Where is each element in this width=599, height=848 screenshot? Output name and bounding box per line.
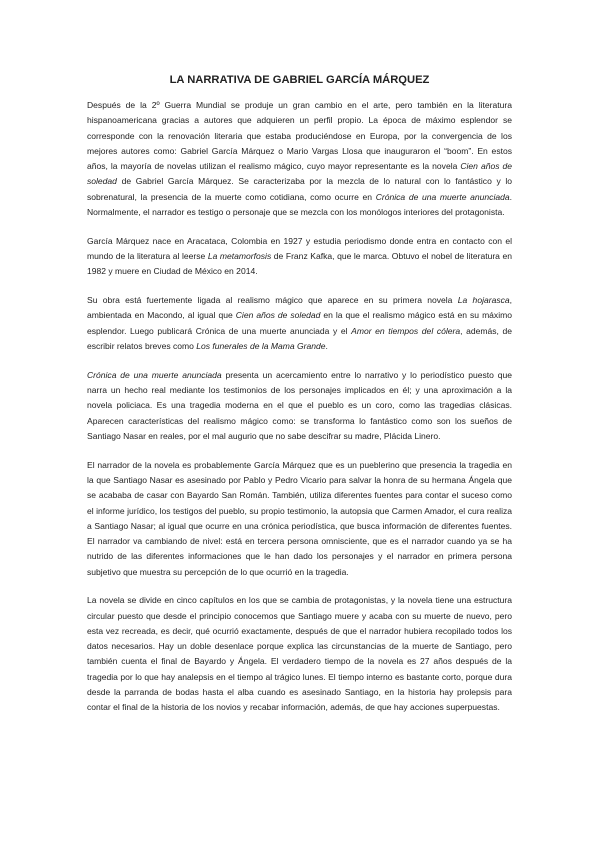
p3-text-i: . <box>325 340 328 351</box>
paragraph-cronica <box>87 368 512 444</box>
p3-title-hojarasca: La hojarasca <box>457 295 510 306</box>
p2-text-a: García Márquez nace en Aracataca, Colombia en 1927 y estudia periodismo donde entra en contacto con el mundo de la literatura al leerse <box>87 235 512 261</box>
p3-text-a: Su obra está fuertemente ligada al realismo mágico que aparece en su primera novela <box>87 295 458 306</box>
p3-text-e: en la que el realismo mágico está en su máximo esplendor. Luego publicará Crónica de una muerte anunciada y el <box>87 310 512 336</box>
p2-title-metamorfosis: La metamorfosis <box>207 250 272 261</box>
p3-text-g: , además, de escribir relatos breves como <box>87 325 512 351</box>
p1-title-cronica: Crónica de una muerte anunciada <box>375 191 510 202</box>
p3-title-funerales: Los funerales de la Mama Grande <box>196 340 326 351</box>
p3-text-c: , ambientada en Macondo, al igual que <box>87 295 512 321</box>
paragraph-works <box>87 293 512 354</box>
p3-title-cien-anos: Cien años de soledad <box>235 310 321 321</box>
p4-text-b: presenta un acercamiento entre lo narrativo y lo periodístico puesto que narra un hecho real mediante los testimonios de los personajes implicados en él; y una aproximación a la novela policiaca. Es una tragedia moderna en el que el pueblo es un coro, como las tragedias clásicas. Aparecen características del realismo mágico como: se transforma lo fantástico como son los sueños de Santiago Nasar en reales, por el mal augurio que no sabe descifrar su madre, Plácida Linero. <box>87 369 512 441</box>
p1-text-c: de Gabriel García Márquez. Se caracterizaba por la mezcla de lo natural con lo fantástico y lo sobrenatural, la presencia de la muerte como cotidiana, como ocurre en <box>87 176 512 202</box>
paragraph-structure: La novela se divide en cinco capítulos en los que se cambia de protagonistas, y la novela tiene una estructura circular puesto que desde el principio conocemos que Santiago muere y acaba con su muerte de nuevo, pero esta vez recreada, es decir, qué ocurrió exactamente, después de que el narrador hubiera recopilado todos los datos necesarios. Hay un doble desenlace porque explica las circunstancias de la muerte de Santiago, pero también cuenta el final de Bayardo y Ángela. El verdadero tiempo de la novela es 27 años después de la tragedia por lo que hay analepsis en el tiempo al trágico lunes. El tiempo interno es bastante corto, porque dura desde la parranda de bodas hasta el alba cuando es asesinado Santiago, en la historia hay prolepsis para contar el final de la historia de los novios y recabar información, además, de que hay acciones superpuestas. <box>87 595 512 713</box>
p3-title-amor: Amor en tiempos del cólera <box>351 325 461 336</box>
paragraph-biography <box>87 234 512 280</box>
p2-text-c: de Franz Kafka, que le marca. Obtuvo el nobel de literatura en 1982 y muere en Ciudad de México en 2014. <box>87 250 512 277</box>
p4-title-cronica: Crónica de una muerte anunciada <box>87 369 222 380</box>
p1-text-a: Después de la 2º Guerra Mundial se produje un gran cambio en el arte, pero también en la literatura hispanoamericana gracias a autores que adquieren un perfil propio. La época de máximo esplendor se corresponde con la renovación literaria que estaba produciéndose en Europa, por la convergencia de los mejores autores como: Gabriel García Márquez o Mario Vargas Llosa que inauguraron el “boom”. En estos años, la mayoría de novelas utilizan el realismo mágico, cuyo mayor representante es la novela <box>87 100 512 171</box>
p1-title-cien-anos: Cien años de soledad <box>87 161 512 187</box>
p1-text-e: . Normalmente, el narrador es testigo o personaje que se mezcla con los monólogos interiores del protagonista. <box>87 191 512 217</box>
paragraph-narrator: El narrador de la novela es probablemente García Márquez que es un pueblerino que presencia la tragedia en la que Santiago Nasar es asesinado por Pablo y Pedro Vicario para salvar la honra de su hermana Ángela que se acababa de casar con Bayardo San Román. También, utiliza diferentes fuentes para contar el suceso como el informe jurídico, los testigos del pueblo, su propio testimonio, la autopsia que Carmen Amador, el cura realiza a Santiago Nasar; al igual que ocurre en una crónica periodística, que busca información de diferentes fuentes. El narrador va cambiando de nivel: está en tercera persona omnisciente, que es el narrador cuando ya se ha nutrido de las diferentes informaciones que le han dado los personajes y el narrador en primera persona subjetivo que muestra su percepción de lo que ocurrió en la tragedia. <box>87 459 512 577</box>
document-title: LA NARRATIVA DE GABRIEL GARCÍA MÁRQUEZ <box>169 74 430 86</box>
paragraph-intro <box>87 98 512 220</box>
